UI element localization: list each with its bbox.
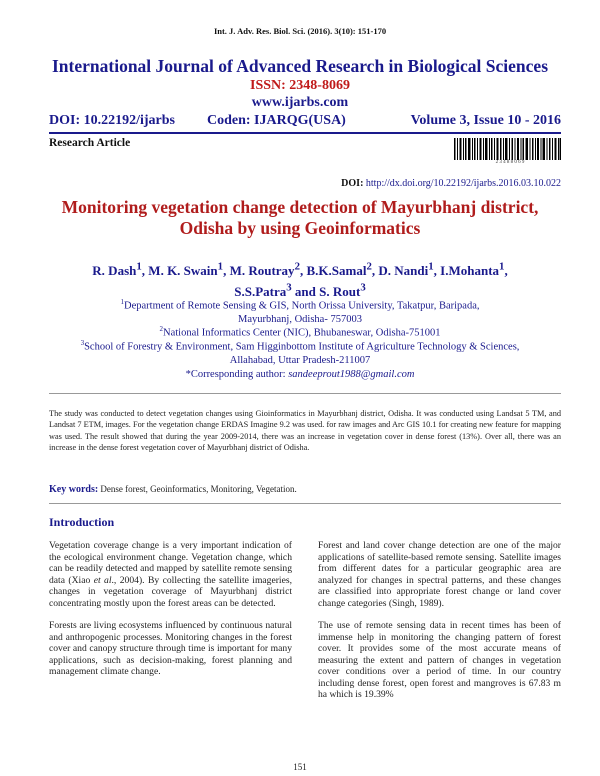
corresponding-email[interactable]: sandeeprout1988@gmail.com: [288, 369, 415, 380]
header-rule: [49, 132, 561, 134]
author: S.S.Patra$^3$ and: [234, 281, 320, 299]
barcode-icon: [454, 138, 561, 160]
keywords: [49, 484, 561, 495]
intro-paragraph: Forest and land cover change detection are one of the major applications of satellite-based remote sensing. Satellite images from different dates for a particular geographic area are analyzed for changes in spectral patterns, and these changes are classified into appropriate forest change or land cover change categories (Singh, 1989).: [318, 540, 561, 609]
keywords-list: Dense forest, Geoinformatics, Monitoring, Vegetation.: [98, 484, 297, 494]
page-number: 151: [293, 762, 307, 772]
article-doi: [300, 178, 561, 189]
running-head: Int. J. Adv. Res. Biol. Sci. (2016). 3(10): 151-170: [213, 26, 387, 36]
abstract-text: The study was conducted to detect vegetation changes using Gioinformatics in Mayurbhanj district, Odisha. It was conducted using Landsat 5 TM, and Landsat 7 ETM, images. For the vegetation change ERDAS Imagine 9.2 was used. for raw images and Arc GIS 10.1 for creating new feature for mapping was used. The result showed that during the year 2009-2014, there was an increase in vegetation cover in dense forest (13%). Over all, there was an increase in the dense forest vegetation cover of Mayurbhanj district of Odisha.: [49, 409, 561, 453]
corresponding-label: *Corresponding author:: [185, 369, 289, 380]
abstract-rule-top: [49, 393, 561, 394]
journal-meta-row: [49, 113, 561, 131]
affiliation-3: $^3$School of Forestry & Environment, Sam Higginbottom Institute of Agriculture Technology & Sciences, Allahabad, Uttar Pradesh-211007: [80, 339, 520, 366]
barcode-number: 2 3 4 8 8 0 6 9: [495, 160, 525, 165]
journal-title: International Journal of Advanced Research in Biological Sciences: [52, 56, 548, 76]
author: I.Mohanta$^1$,: [440, 261, 508, 279]
article-doi-link[interactable]: http://dx.doi.org/10.22192/ijarbs.2016.03.10.022: [365, 178, 561, 189]
author: R. Dash$^1$,: [92, 261, 149, 279]
intro-left-column: [49, 540, 292, 689]
journal-doi: DOI: 10.22192/ijarbs: [49, 113, 175, 128]
section-heading-introduction: Introduction: [49, 515, 115, 529]
intro-paragraph: The use of remote sensing data in recent times has been of immense help in monitoring the changing pattern of forest cover. It provides some of the most accurate means of measuring the extent and pattern of changes in vegetation cover conditions over a period of time. In our country including dense forest, open forest and mangroves is 67.83 m ha which is 19.39%: [318, 620, 561, 700]
article-doi-label: DOI:: [341, 178, 364, 189]
corresponding-author: [0, 369, 600, 380]
article-type: Research Article: [49, 137, 131, 149]
keywords-label: Key words:: [49, 484, 99, 495]
journal-volume: Volume 3, Issue 10 - 2016: [410, 113, 561, 128]
journal-website[interactable]: www.ijarbs.com: [251, 95, 349, 110]
journal-coden: Coden: IJARQG(USA): [207, 113, 346, 128]
author: S. Rout$^3$: [319, 281, 366, 299]
affiliation-1: $^1$Department of Remote Sensing & GIS, North Orissa University, Takatpur, Baripada, Mayurbhanj, Odisha- 757003: [120, 298, 480, 325]
journal-issn: ISSN: 2348-8069: [250, 78, 350, 93]
author-list: [60, 259, 540, 300]
intro-paragraph: Forests are living ecosystems influenced by continuous natural and anthropogenic processes. Monitoring changes in the forest cover and canopy structure through time is important for many applications, such as decision-making, forest planning and management climate change.: [49, 620, 292, 677]
affiliation-2: $^2$National Informatics Center (NIC), Bhubaneswar, Odisha-751001: [159, 325, 441, 339]
author: M. K. Swain$^1$,: [148, 261, 230, 279]
author: B.K.Samal$^2$,: [306, 261, 379, 279]
intro-right-column: [318, 540, 561, 712]
paper-title-line1: Monitoring vegetation change detection of Mayurbhanj district,: [61, 197, 539, 217]
intro-paragraph: Vegetation coverage change is a very important indication of the ecological environment change. Vegetation change, which can be readily detected and mapped by satellite remote sensing data (Xiao et al., 2004). By collecting the satellite imageries, changes in vegetation coverage of Mayurbhanj district concentrating mostly upon the forest areas can be detected.: [49, 540, 292, 609]
keywords-rule: [49, 503, 561, 504]
paper-title: [60, 197, 540, 239]
paper-title-line2: Odisha by using Geoinformatics: [179, 218, 421, 238]
author: D. Nandi$^1$,: [378, 261, 441, 279]
author: M. Routray$^2$,: [229, 261, 307, 279]
